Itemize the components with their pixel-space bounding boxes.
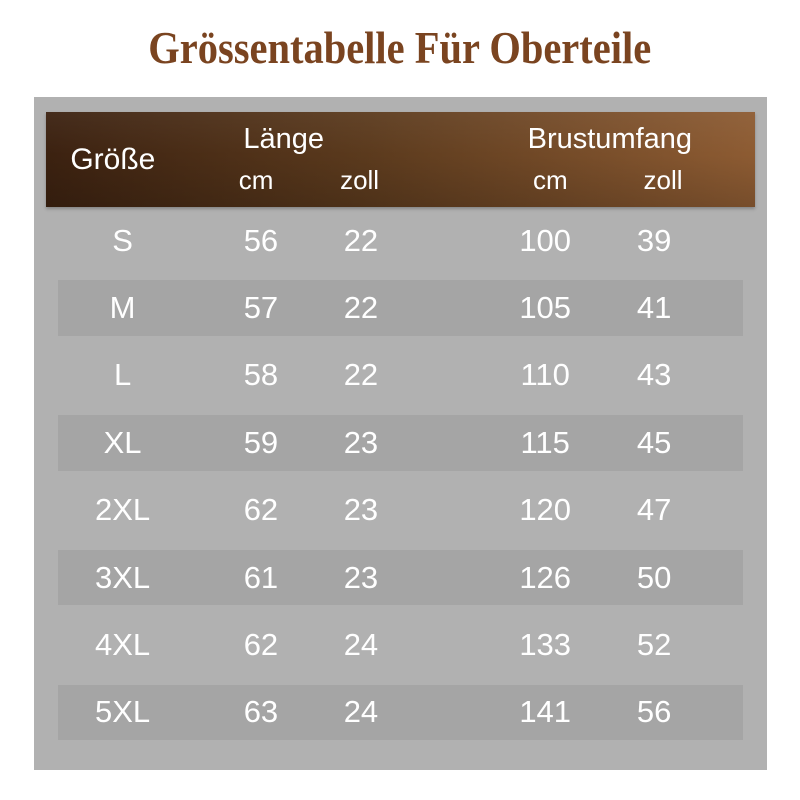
size-cell: XL <box>103 424 142 460</box>
brust-cm-cell: 133 <box>519 627 572 663</box>
brust-zoll-cell: 43 <box>636 357 672 393</box>
table-row <box>58 409 743 476</box>
table-row <box>58 477 743 544</box>
brust-zoll-cell: 47 <box>636 492 672 528</box>
laenge-cm-cell: 63 <box>243 694 279 730</box>
page-title <box>0 0 800 74</box>
laenge-zoll-cell: 24 <box>343 627 379 663</box>
laenge-cm-cell: 59 <box>243 424 279 460</box>
column-header-laenge-cm: cm <box>238 164 274 195</box>
brust-cm-cell: 115 <box>520 424 570 460</box>
column-group-laenge: Länge <box>243 123 325 156</box>
size-cell: 5XL <box>94 694 151 730</box>
column-header-brust-cm: cm <box>532 164 568 195</box>
column-header-brust-zoll: zoll <box>643 164 683 195</box>
laenge-cm-cell: 56 <box>243 222 279 258</box>
size-cell: 4XL <box>94 627 151 663</box>
table-body <box>58 207 743 746</box>
laenge-zoll-cell: 24 <box>343 694 379 730</box>
column-header-laenge-zoll: zoll <box>340 164 380 195</box>
table-row <box>58 342 743 409</box>
laenge-cm-cell: 61 <box>243 559 279 595</box>
brust-zoll-cell: 39 <box>636 222 672 258</box>
laenge-cm-cell: 57 <box>243 290 279 326</box>
laenge-zoll-cell: 23 <box>343 559 379 595</box>
size-cell: L <box>113 357 132 393</box>
laenge-cm-cell: 62 <box>243 627 279 663</box>
table-row <box>58 207 743 274</box>
brust-cm-cell: 105 <box>519 290 572 326</box>
laenge-zoll-cell: 23 <box>343 424 379 460</box>
brust-cm-cell: 110 <box>520 357 570 393</box>
size-cell: M <box>109 290 136 326</box>
brust-cm-cell: 141 <box>519 694 572 730</box>
brust-zoll-cell: 45 <box>636 424 672 460</box>
table-row <box>58 274 743 341</box>
size-chart-card <box>34 97 767 770</box>
laenge-zoll-cell: 22 <box>343 290 379 326</box>
column-group-brustumfang: Brustumfang <box>527 123 693 156</box>
brust-cm-cell: 126 <box>519 559 572 595</box>
column-header-size: Größe <box>70 142 156 176</box>
laenge-zoll-cell: 22 <box>343 357 379 393</box>
page-title-text: Grössentabelle Für Oberteile <box>148 22 652 73</box>
brust-zoll-cell: 41 <box>636 290 672 326</box>
laenge-cm-cell: 62 <box>243 492 279 528</box>
table-row <box>58 679 743 746</box>
size-cell: 3XL <box>94 559 151 595</box>
brust-zoll-cell: 52 <box>636 627 672 663</box>
brust-cm-cell: 120 <box>519 492 572 528</box>
brust-zoll-cell: 50 <box>636 559 672 595</box>
brust-cm-cell: 100 <box>519 222 572 258</box>
table-row <box>58 611 743 678</box>
size-cell: S <box>112 222 133 258</box>
laenge-zoll-cell: 23 <box>343 492 379 528</box>
size-cell: 2XL <box>94 492 151 528</box>
table-header <box>46 112 755 207</box>
laenge-zoll-cell: 22 <box>343 222 379 258</box>
brust-zoll-cell: 56 <box>636 694 672 730</box>
table-row <box>58 544 743 611</box>
laenge-cm-cell: 58 <box>243 357 279 393</box>
